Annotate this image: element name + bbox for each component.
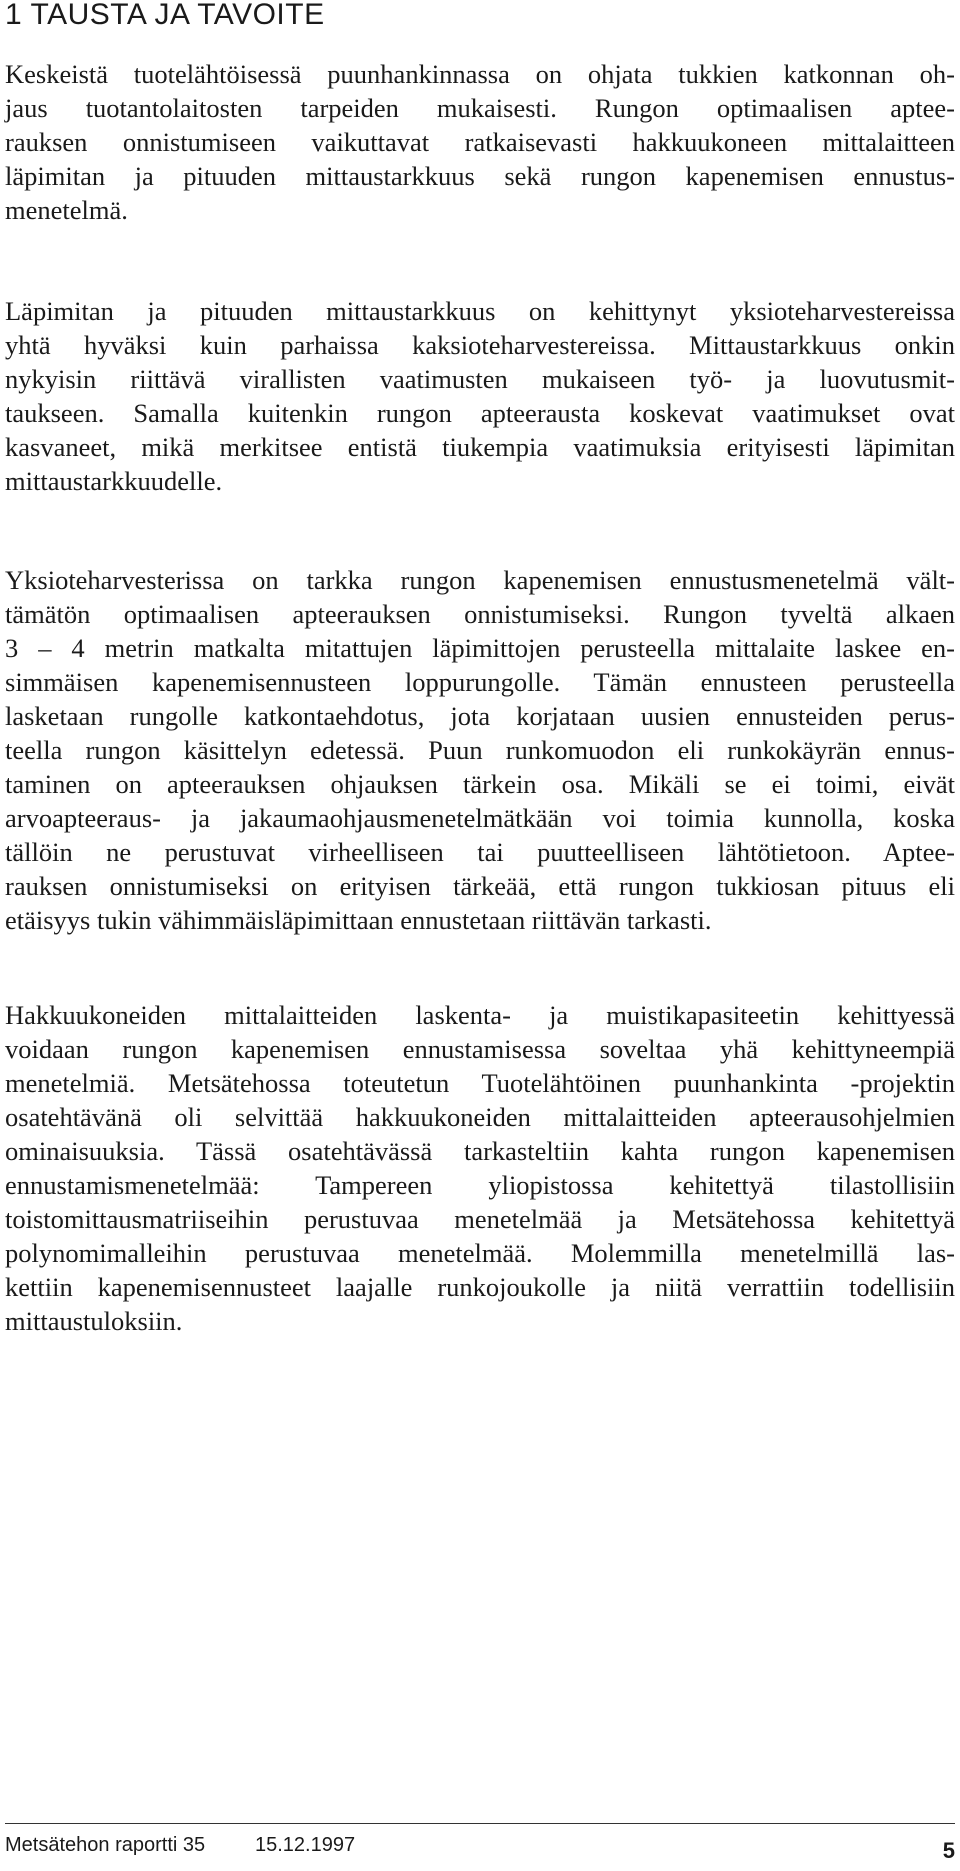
text-line: 3 – 4 metrin matkalta mitattujen läpimittojen perusteella mittalaite laskee en- xyxy=(5,633,955,663)
text-line: taminen on apteerauksen ohjauksen tärkein osa. Mikäli se ei toimi, eivät xyxy=(5,769,955,799)
report-date: 15.12.1997 xyxy=(255,1834,356,1856)
text-line: rauksen onnistumiseen vaikuttavat ratkaisevasti hakkuukoneen mittalaitteen xyxy=(5,127,955,157)
text-line: simmäisen kapenemisennusteen loppurungolle. Tämän ennusteen perusteella xyxy=(5,667,955,697)
text-line: polynomimalleihin perustuvaa menetelmää. Molemmilla menetelmillä las- xyxy=(5,1238,955,1268)
paragraph-1 xyxy=(5,57,955,227)
paragraph-3 xyxy=(5,563,955,937)
section-heading: 1 TAUSTA JA TAVOITE xyxy=(5,0,325,31)
page-number: 5 xyxy=(942,1838,955,1863)
text-line: ominaisuuksia. Tässä osatehtävässä tarkasteltiin kahta rungon kapenemisen xyxy=(5,1136,955,1166)
text-line: osatehtävänä oli selvittää hakkuukoneiden mittalaitteiden apteerausohjelmien xyxy=(5,1102,955,1132)
text-line: Yksioteharvesterissa on tarkka rungon kapenemisen ennustusmenetelmä vält- xyxy=(5,565,955,595)
text-line: yhtä hyväksi kuin parhaissa kaksioteharvestereissa. Mittaustarkkuus onkin xyxy=(5,330,955,360)
text-line: kasvaneet, mikä merkitsee entistä tiukempia vaatimuksia erityisesti läpimitan xyxy=(5,432,955,462)
paragraph-4 xyxy=(5,998,955,1338)
text-line: ennustamismenetelmää: Tampereen yliopistossa kehitettyä tilastollisiin xyxy=(5,1170,955,1200)
text-line: mittaustarkkuudelle. xyxy=(5,466,223,496)
text-line: tällöin ne perustuvat virheelliseen tai puutteelliseen lähtötietoon. Aptee- xyxy=(5,837,955,867)
text-line: lasketaan rungolle katkontaehdotus, jota korjataan uusien ennusteiden perus- xyxy=(5,701,955,731)
text-line: Keskeistä tuotelähtöisessä puunhankinnassa on ohjata tukkien katkonnan oh- xyxy=(5,59,955,89)
text-line: nykyisin riittävä virallisten vaatimusten mukaiseen työ- ja luovutusmit- xyxy=(5,364,955,394)
text-line: Hakkuukoneiden mittalaitteiden laskenta- ja muistikapasiteetin kehittyessä xyxy=(5,1000,955,1030)
text-line: etäisyys tukin vähimmäisläpimittaan ennustetaan riittävän tarkasti. xyxy=(5,905,712,935)
text-line: tämätön optimaalisen apteerauksen onnistumiseksi. Rungon tyveltä alkaen xyxy=(5,599,955,629)
footer-divider xyxy=(5,1823,955,1824)
text-line: rauksen onnistumiseksi on erityisen tärkeää, että rungon tukkiosan pituus eli xyxy=(5,871,955,901)
text-line: teella rungon käsittelyn edetessä. Puun runkomuodon eli runkokäyrän ennus- xyxy=(5,735,955,765)
text-line: taukseen. Samalla kuitenkin rungon apteerausta koskevat vaatimukset ovat xyxy=(5,398,955,428)
text-line: mittaustuloksiin. xyxy=(5,1306,183,1336)
text-line: menetelmiä. Metsätehossa toteutetun Tuotelähtöinen puunhankinta -projektin xyxy=(5,1068,955,1098)
paragraph-2 xyxy=(5,294,955,498)
text-line: arvoapteeraus- ja jakaumaohjausmenetelmätkään voi toimia kunnolla, koska xyxy=(5,803,955,833)
text-line: läpimitan ja pituuden mittaustarkkuus sekä rungon kapenemisen ennustus- xyxy=(5,161,955,191)
text-line: menetelmä. xyxy=(5,195,128,225)
text-line: toistomittausmatriiseihin perustuvaa menetelmää ja Metsätehossa kehitettyä xyxy=(5,1204,955,1234)
page-footer xyxy=(5,1834,955,1864)
text-line: Läpimitan ja pituuden mittaustarkkuus on kehittynyt yksioteharvestereissa xyxy=(5,296,955,326)
text-line: kettiin kapenemisennusteet laajalle runkojoukolle ja niitä verrattiin todellisiin xyxy=(5,1272,955,1302)
text-line: voidaan rungon kapenemisen ennustamisessa soveltaa yhä kehittyneempiä xyxy=(5,1034,955,1064)
text-line: jaus tuotantolaitosten tarpeiden mukaisesti. Rungon optimaalisen aptee- xyxy=(5,93,955,123)
report-name: Metsätehon raportti 35 xyxy=(5,1834,206,1856)
